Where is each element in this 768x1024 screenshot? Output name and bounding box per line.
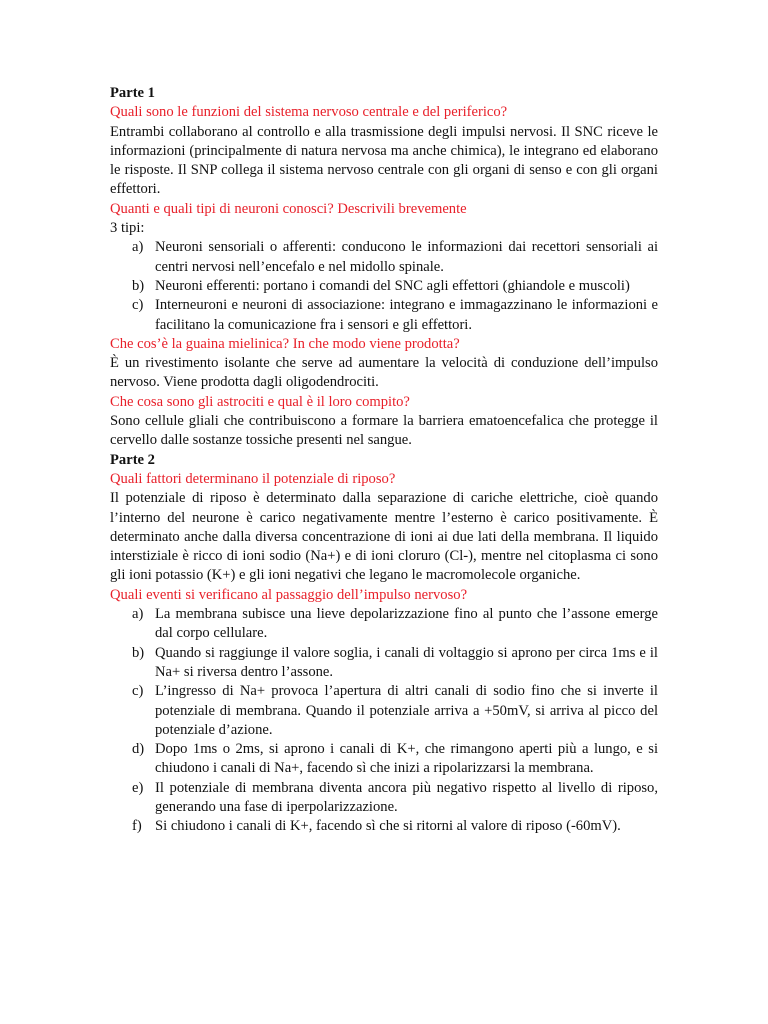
part1-answer-2-intro: 3 tipi: [110, 220, 145, 237]
list-item-marker: d) [132, 741, 145, 758]
list-item [110, 817, 658, 836]
document-page [110, 84, 658, 837]
nerve-impulse-events-list [110, 605, 658, 837]
neuron-types-list [110, 238, 658, 334]
list-item-text: Quando si raggiunge il valore soglia, i canali di voltaggio si aprono per circa 1ms e il Na+ si riversa dentro l’assone. [155, 644, 658, 680]
list-item-marker: e) [132, 779, 144, 796]
part2-question-2: Quali eventi si verificano al passaggio dell’impulso nervoso? [110, 586, 468, 603]
list-item-marker: c) [132, 683, 144, 700]
list-item [110, 740, 658, 779]
list-item-text: Neuroni sensoriali o afferenti: conducono le informazioni dai recettori sensoriali ai centri nervosi nell’encefalo e nel midollo spinale. [155, 239, 658, 275]
list-item [110, 779, 658, 818]
part1-question-3: Che cos’è la guaina mielinica? In che modo viene prodotta? [110, 335, 460, 352]
list-item [110, 296, 658, 335]
list-item-marker: b) [132, 644, 145, 661]
list-item-text: La membrana subisce una lieve depolarizzazione fino al punto che l’assone emerge dal corpo cellulare. [155, 606, 658, 642]
list-item-text: Interneuroni e neuroni di associazione: integrano e immagazzinano le informazioni e facilitano la comunicazione fra i sensori e gli effettori. [155, 297, 658, 333]
list-item [110, 605, 658, 644]
list-item-text: Dopo 1ms o 2ms, si aprono i canali di K+, che rimangono aperti più a lungo, e si chiudono i canali di Na+, facendo sì che inizi a ripolarizzarsi la membrana. [155, 741, 658, 777]
list-item-text: Si chiudono i canali di K+, facendo sì che si ritorni al valore di riposo (-60mV). [155, 818, 621, 835]
part1-answer-4: Sono cellule gliali che contribuiscono a formare la barriera ematoencefalica che protegge il cervello dalle sostanze tossiche presenti nel sangue. [110, 413, 658, 449]
part1-title: Parte 1 [110, 85, 155, 101]
part1-question-1: Quali sono le funzioni del sistema nervoso centrale e del periferico? [110, 104, 508, 121]
list-item [110, 238, 658, 277]
part1-question-2: Quanti e quali tipi di neuroni conosci? Descrivili brevemente [110, 200, 467, 217]
part1-answer-1: Entrambi collaborano al controllo e alla trasmissione degli impulsi nervosi. Il SNC riceve le informazioni (principalmente di natura nervosa ma anche chimica), le integrano ed elaborano le risposte. Il SNP collega il sistema nervoso centrale con gli organi di senso e con gli organi effettori. [110, 123, 658, 198]
list-item-marker: b) [132, 277, 145, 294]
part1-question-4: Che cosa sono gli astrociti e qual è il loro compito? [110, 393, 410, 410]
part1-answer-3: È un rivestimento isolante che serve ad aumentare la velocità di conduzione dell’impulso nervoso. Viene prodotta dagli oligodendrociti. [110, 355, 658, 391]
part2-title: Parte 2 [110, 451, 155, 468]
part2-answer-1: Il potenziale di riposo è determinato dalla separazione di cariche elettriche, cioè quando l’interno del neurone è carico negativamente mentre l’esterno è carico positivamente. È determinato anche dalla diversa concentrazione di ioni ai due lati della membrana. Il liquido interstiziale è ricco di ioni sodio (Na+) e di ioni cloruro (Cl-), mentre nel citoplasma ci sono gli ioni potassio (K+) e gli ioni negativi che legano le macromolecole organiche. [110, 490, 658, 584]
list-item [110, 644, 658, 683]
list-item-marker: a) [132, 239, 144, 256]
list-item-text: L’ingresso di Na+ provoca l’apertura di altri canali di sodio fino che si inverte il potenziale di membrana. Quando il potenziale arriva a +50mV, si arriva al picco del potenziale d’azione. [155, 683, 658, 738]
list-item-marker: a) [132, 606, 144, 623]
list-item-text: Neuroni efferenti: portano i comandi del SNC agli effettori (ghiandole e muscoli) [155, 277, 630, 294]
list-item [110, 277, 658, 296]
part2-question-1: Quali fattori determinano il potenziale di riposo? [110, 470, 396, 487]
list-item-marker: f) [132, 818, 142, 835]
list-item-marker: c) [132, 297, 144, 314]
list-item-text: Il potenziale di membrana diventa ancora più negativo rispetto al livello di riposo, generando una fase di iperpolarizzazione. [155, 779, 658, 815]
list-item [110, 682, 658, 740]
